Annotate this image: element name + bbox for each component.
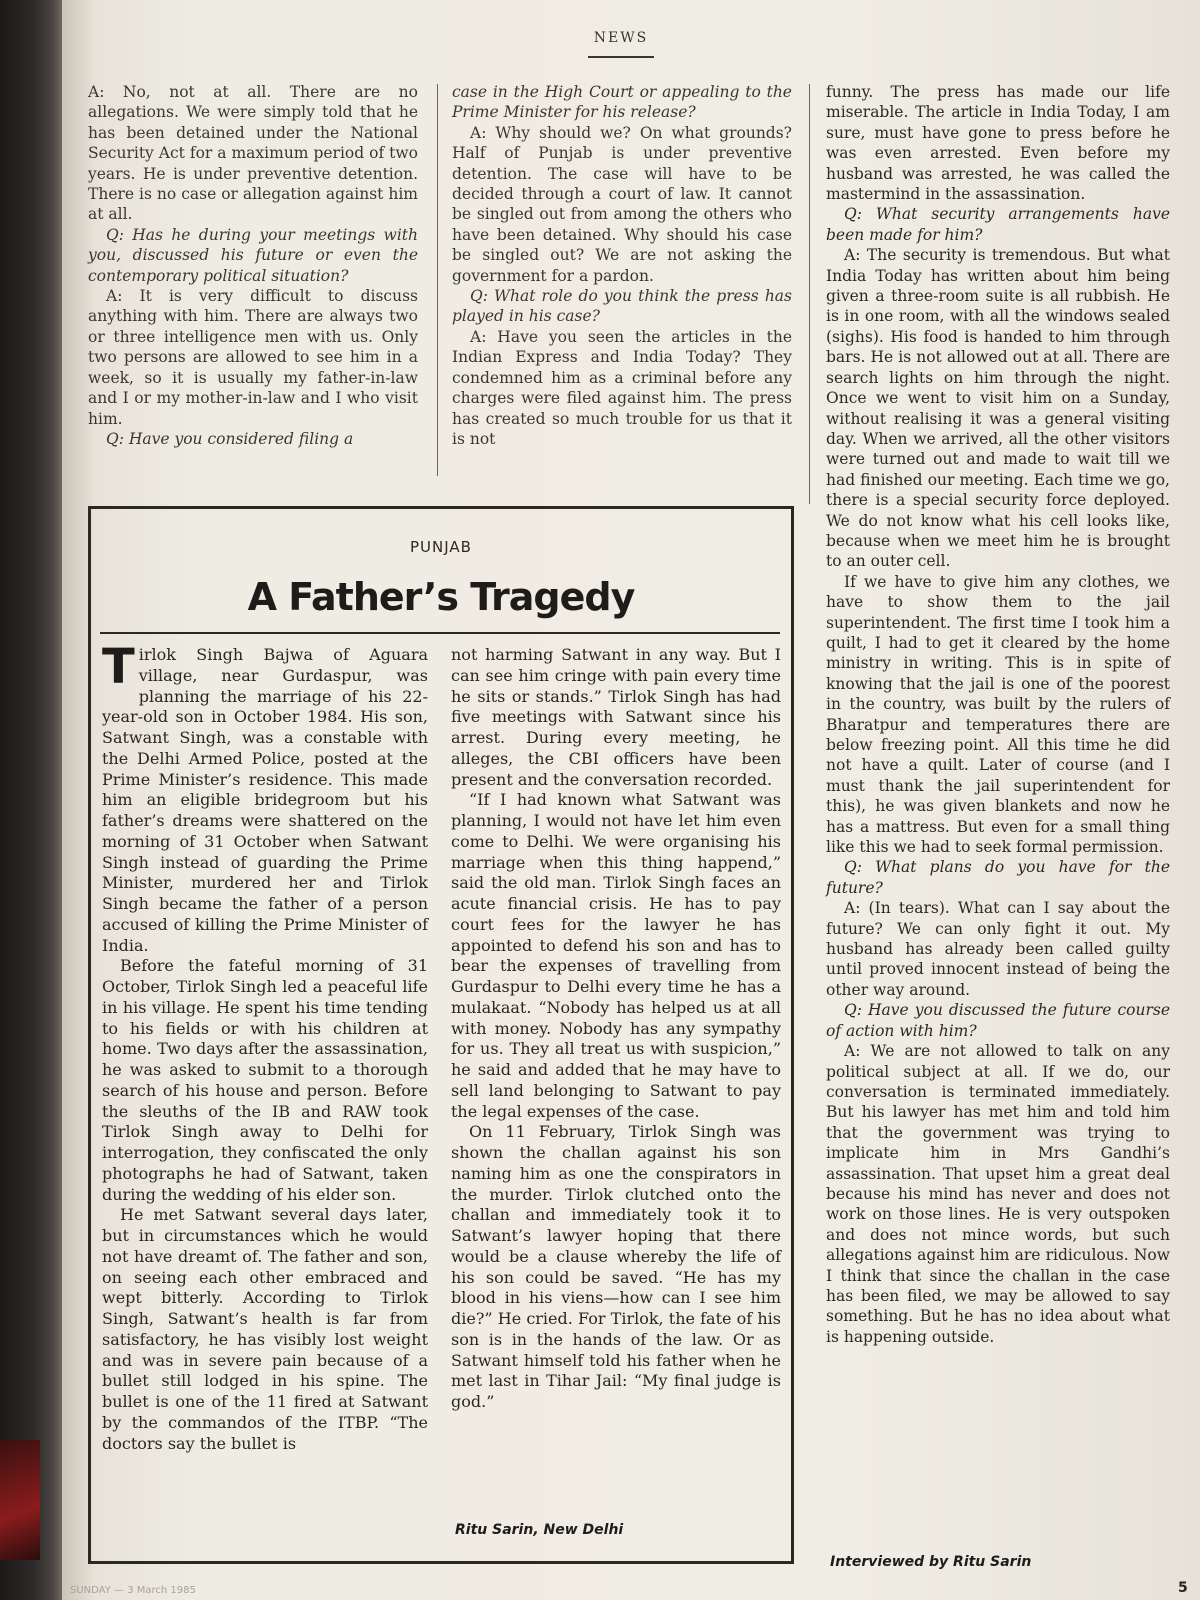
interview-question: Q: What security arrangements have been made for him? xyxy=(826,205,1170,244)
interview-answer: If we have to give him any clothes, we have to show them to the jail superintendent. The first time I took him a quilt, I had to get it cleared by the home ministry in writing. This is in spite of knowing that the jail is one of the poorest in the country, was built by the rulers of Bharatpur and temperatures there are below freezing point. All this time he did not have a quilt. Later of course (and I must thank the jail superintendent for this), he was given blankets and now he has a mattress. But even for a small thing like this we had to seek formal permission. xyxy=(826,572,1170,857)
page-number: 5 xyxy=(1178,1580,1188,1596)
article-paragraph: “If I had known what Satwant was planning, I would not have let him even come to Delhi. We were organising his marriage when this thing happend,” said the old man. Tirlok Singh faces an acute financial crisis. He has to pay court fees for the lawyer he has appointed to defend his son and has to bear the expenses of travelling from Gurdaspur to Delhi every time he has a mulakaat. “Nobody has helped us at all with money. Nobody has any sympathy for us. They all treat us with suspicion,” he said and added that he may have to sell land belonging to Satwant to pay the legal expenses of the case. xyxy=(451,790,781,1121)
interview-question: Q: Have you discussed the future course of action with him? xyxy=(826,1001,1170,1040)
article-column-2 xyxy=(451,645,781,1413)
interview-answer: A: Have you seen the articles in the Indian Express and India Today? They condemned him as a criminal before any charges were filed against him. The press has created so much trouble for us that it is not xyxy=(452,327,792,448)
article-paragraph xyxy=(102,639,428,956)
interview-column-2 xyxy=(452,82,792,449)
article-paragraph: He met Satwant several days later, but in circumstances which he would not have dreamt of. The father and son, on seeing each other embraced and wept bitterly. According to Tirlok Singh, Satwant’s health is far from satisfactory, he has visibly lost weight and was in severe pain because of a bullet still lodged in his spine. The bullet is one of the 11 fired at Satwant by the commandos of the ITBP. “The doctors say the bullet is xyxy=(102,1205,428,1453)
article-headline: A Father’s Tragedy xyxy=(247,575,635,619)
section-rule xyxy=(588,56,654,58)
article-paragraph: not harming Satwant in any way. But I can see him cringe with pain every time he sits or stands.” Tirlok Singh has had five meetings with Satwant since his arrest. During every meeting, he alleges, the CBI officers have been present and the conversation recorded. xyxy=(451,645,781,789)
interview-column-1 xyxy=(88,82,418,449)
interview-answer: A: Why should we? On what grounds? Half of Punjab is under preventive detention. The case will have to be decided through a court of law. It cannot be singled out from among the others who have been detained. Why should his case be singled out? We are not asking the government for a pardon. xyxy=(452,123,792,285)
article-paragraph: Before the fateful morning of 31 October, Tirlok Singh led a peaceful life in his village. He spent his time tending to his fields or with his children at home. Two days after the assassination, he was asked to submit to a thorough search of his house and person. Before the sleuths of the IB and RAW took Tirlok Singh away to Delhi for interrogation, they confiscated the only photographs he had of Satwant, taken during the wedding of his elder son. xyxy=(102,956,428,1204)
column-divider xyxy=(809,84,810,504)
article-byline: Ritu Sarin, New Delhi xyxy=(455,1522,624,1538)
article-kicker: PUNJAB xyxy=(410,538,472,556)
cover-edge xyxy=(0,1440,40,1560)
interview-answer: A: The security is tremendous. But what India Today has written about him being given a three-room suite is all rubbish. He is in one room, with all the windows sealed (sighs). His food is handed to him through bars. He is not allowed out at all. There are search lights on him through the night. Once we went to visit him on a Sunday, without realising it was a general visiting day. When we arrived, all the other visitors were turned out and made to wait till we had finished our meeting. Each time we go, there is a special security force deployed. We do not know what his cell looks like, because when we meet him he is brought to an outer cell. xyxy=(826,246,1170,571)
book-spine xyxy=(0,0,62,1600)
interview-answer: funny. The press has made our life miserable. The article in India Today, I am sure, must have gone to press before he was even arrested. Even before my husband was arrested, he was called the mastermind in the assassination. xyxy=(826,83,1170,204)
interview-answer: A: (In tears). What can I say about the future? We can only fight it out. My husband has already been called guilty until proved innocent instead of being the other way around. xyxy=(826,899,1170,999)
interview-question: case in the High Court or appealing to the Prime Minister for his release? xyxy=(452,83,792,122)
interview-answer: A: We are not allowed to talk on any political subject at all. If we do, our conversation is terminated immediately. But his lawyer has met him and told him that the government was trying to implicate him in Mrs Gandhi’s assassination. That upset him a great deal because his mind has never and does not work on those lines. He is very outspoken and does not mince words, but such allegations against him are ridiculous. Now I think that since the challan in the case has been filed, we may be allowed to say something. But he has no idea about what is happening outside. xyxy=(826,1042,1170,1346)
interview-question: Q: What plans do you have for the future? xyxy=(826,858,1170,897)
interview-column-3 xyxy=(826,82,1170,1347)
article-lead-text: irlok Singh Bajwa of Aguara village, near Gurdaspur, was planning the marriage of his 22-year-old son in October 1984. His son, Satwant Singh, was a constable with the Delhi Armed Police, posted at the Prime Minister’s residence. This made him an eligible bridegroom but his father’s dreams were shattered on the morning of 31 October when Satwant Singh instead of guarding the Prime Minister, murdered her and Tirlok Singh became the father of a person accused of killing the Prime Minister of India. xyxy=(102,645,428,955)
drop-cap: T xyxy=(102,639,135,695)
column-divider xyxy=(437,84,438,476)
section-label: NEWS xyxy=(593,30,649,46)
interview-byline: Interviewed by Ritu Sarin xyxy=(830,1554,1032,1570)
interview-answer: A: No, not at all. There are no allegations. We were simply told that he has been detained under the National Security Act for a maximum period of two years. He is under preventive detention. There is no case or allegation against him at all. xyxy=(88,83,418,224)
article-column-1 xyxy=(102,639,428,1454)
interview-question: Q: Have you considered filing a xyxy=(106,429,354,448)
interview-answer: A: It is very difficult to discuss anything with him. There are always two or three intelligence men with us. Only two persons are allowed to see him in a week, so it is usually my father-in-law and I or my mother-in-law and I who visit him. xyxy=(88,287,418,428)
headline-rule xyxy=(100,632,780,634)
article-paragraph: On 11 February, Tirlok Singh was shown the challan against his son naming him as one the conspirators in the murder. Tirlok clutched onto the challan and immediately took it to Satwant’s lawyer hoping that there would be a clause whereby the life of his son could be saved. “He has my blood in his viens—how can I see him die?” He cried. For Tirlok, the fate of his son is in the hands of the law. Or as Satwant himself told his father when he met last in Tihar Jail: “My final judge is god.” xyxy=(451,1122,781,1411)
page-footer: SUNDAY — 3 March 1985 xyxy=(70,1585,196,1596)
interview-question: Q: What role do you think the press has played in his case? xyxy=(452,287,792,326)
interview-question: Q: Has he during your meetings with you, discussed his future or even the contemporary political situation? xyxy=(88,225,418,285)
